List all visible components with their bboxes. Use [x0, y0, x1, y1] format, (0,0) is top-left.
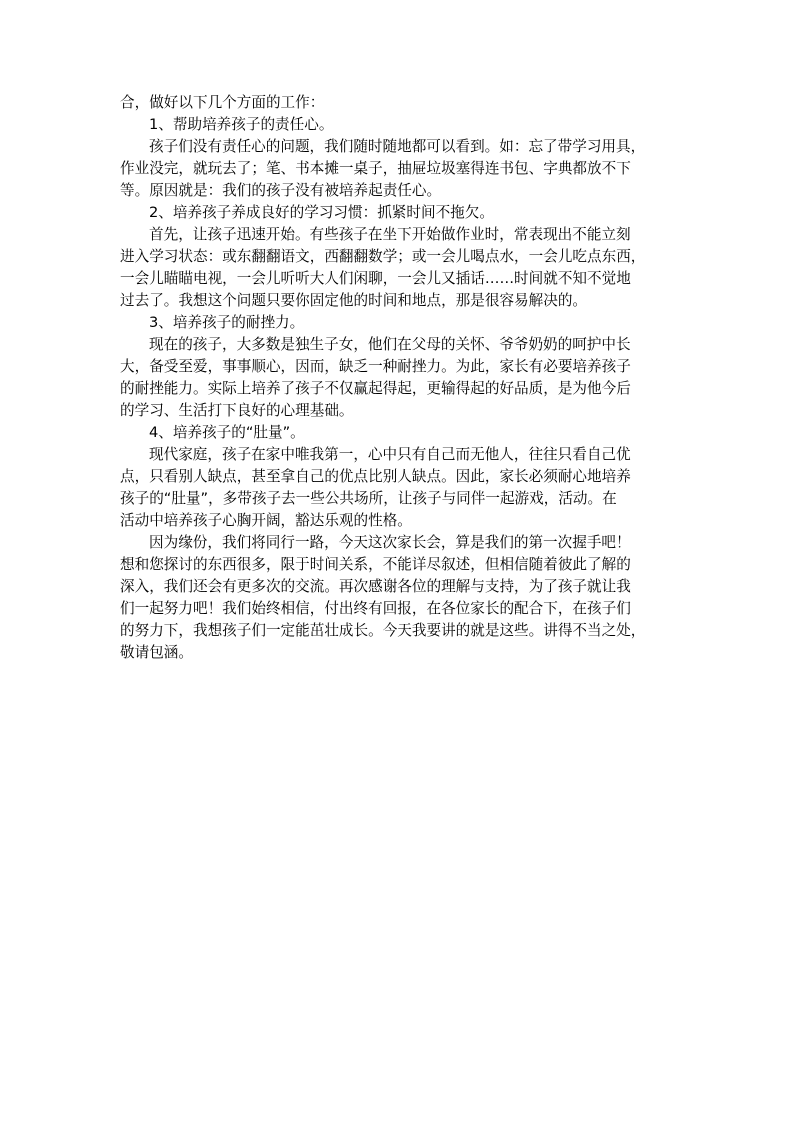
- text-line: 孩子的“肚量”，多带孩子去一些公共场所，让孩子与同伴一起游戏，活动。在: [120, 490, 617, 507]
- text-line: 的努力下，我想孩子们一定能茁壮成长。今天我要讲的就是这些。讲得不当之处，: [120, 622, 646, 639]
- text-line: 首先，让孩子迅速开始。有些孩子在坐下开始做作业时，常表现出不能立刻: [149, 226, 631, 243]
- section-heading: 3、培养孩子的耐挫力。: [149, 314, 305, 331]
- text-line: 现代家庭，孩子在家中唯我第一，心中只有自己而无他人，往往只看自己优: [149, 446, 631, 463]
- section-heading: 1、帮助培养孩子的责任心。: [149, 116, 334, 133]
- text-line: 敬请包涵。: [120, 644, 193, 661]
- text-line: 过去了。我想这个问题只要你固定他的时间和地点，那是很容易解决的。: [120, 292, 588, 309]
- text-line: 进入学习状态：或东翻翻语文，西翻翻数学；或一会儿喝点水，一会儿吃点东西，: [120, 248, 646, 265]
- text-line: 们一起努力吧！我们始终相信，付出终有回报，在各位家长的配合下，在孩子们: [120, 600, 631, 617]
- text-line: 孩子们没有责任心的问题，我们随时随地都可以看到。如：忘了带学习用具，: [149, 138, 646, 155]
- text-line: 现在的孩子，大多数是独生子女，他们在父母的关怀、爷爷奶奶的呵护中长: [149, 336, 631, 353]
- text-line: 的耐挫能力。实际上培养了孩子不仅赢起得起，更输得起的好品质，是为他今后: [120, 380, 631, 397]
- text-line: 想和您探讨的东西很多，限于时间关系，不能详尽叙述，但相信随着彼此了解的: [120, 556, 631, 573]
- text-line: 深入，我们还会有更多次的交流。再次感谢各位的理解与支持，为了孩子就让我: [120, 578, 631, 595]
- document-body: [120, 92, 676, 664]
- text-line: 合，做好以下几个方面的工作：: [120, 94, 325, 111]
- text-line: 大，备受至爱，事事顺心，因而，缺乏一种耐挫力。为此，家长有必要培养孩子: [120, 358, 631, 375]
- section-heading: 4、培养孩子的“肚量”。: [149, 424, 305, 441]
- text-line: 点，只看别人缺点，甚至拿自己的优点比别人缺点。因此，家长必须耐心地培养: [120, 468, 631, 485]
- text-line: 活动中培养孩子心胸开阔，豁达乐观的性格。: [120, 512, 412, 529]
- text-line: 一会儿瞄瞄电视，一会儿听听大人们闲聊，一会儿又插话……时间就不知不觉地: [120, 270, 631, 287]
- text-line: 的学习、生活打下良好的心理基础。: [120, 402, 354, 419]
- section-heading: 2、培养孩子养成良好的学习习惯：抓紧时间不拖欠。: [149, 204, 494, 221]
- text-line: 等。原因就是：我们的孩子没有被培养起责任心。: [120, 182, 442, 199]
- text-line: 因为缘份，我们将同行一路，今天这次家长会，算是我们的第一次握手吧！: [149, 534, 631, 551]
- text-line: 作业没完，就玩去了；笔、书本摊一桌子，抽屉垃圾塞得连书包、字典都放不下: [120, 160, 631, 177]
